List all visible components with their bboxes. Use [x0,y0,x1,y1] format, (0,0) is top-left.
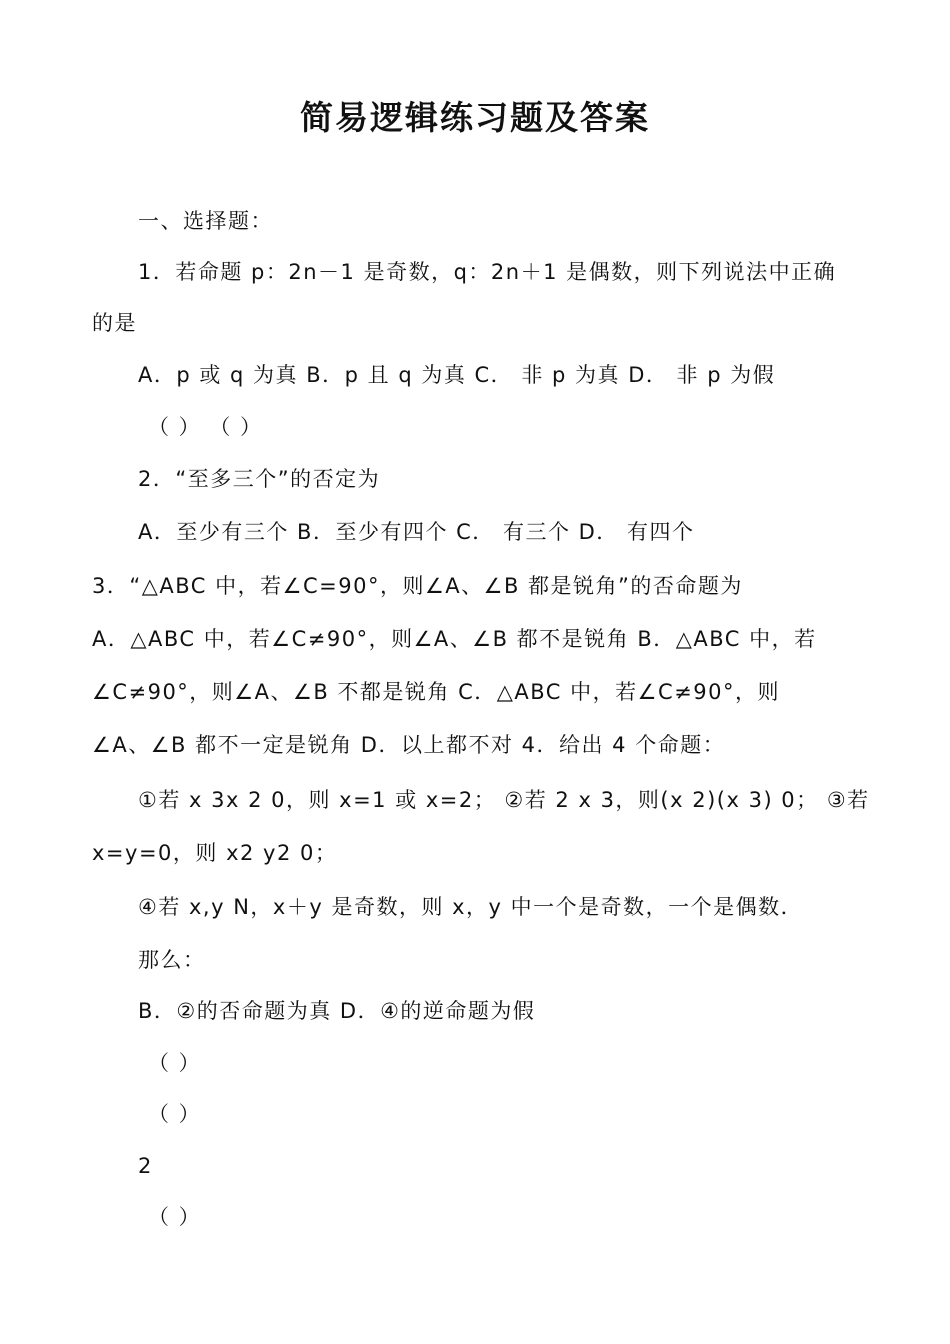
question-1-text: 1．若命题 p：2n－1 是奇数，q：2n＋1 是偶数，则下列说法中正确 [138,260,837,284]
answer-blank: （ ） [148,1102,202,1126]
answer-blank: （ ） [148,1051,202,1075]
question-1-text-cont: 的是 [92,311,137,335]
question-2-text: 2．“至多三个”的否定为 [138,467,381,491]
section-heading: 一、选择题： [138,209,273,233]
question-3-text: 3．“△ABC 中，若∠C=90°，则∠A、∠B 都是锐角”的否命题为 [92,574,743,598]
document-title: 简易逻辑练习题及答案 [300,98,650,137]
question-4-propositions-cont: x=y=0，则 x2 y2 0； [92,841,338,865]
question-2-options: A．至少有三个 B．至少有四个 C． 有三个 D． 有四个 [138,520,695,544]
question-4-then: 那么： [138,948,206,972]
question-3-option-a: A．△ABC 中，若∠C≠90°，则∠A、∠B 都不是锐角 B．△ABC 中，若 [92,627,817,651]
question-4-propositions: ①若 x 3x 2 0，则 x=1 或 x=2； ②若 2 x 3，则(x 2)(x 3) 0； ③若 [138,788,870,812]
question-4-options: B．②的否命题为真 D．④的逆命题为假 [138,999,536,1023]
question-4-proposition-4: ④若 x,y N，x＋y 是奇数，则 x，y 中一个是奇数，一个是偶数． [138,895,804,919]
stray-number: 2 [138,1154,153,1178]
question-3-option-b: ∠C≠90°，则∠A、∠B 不都是锐角 C．△ABC 中，若∠C≠90°，则 [92,680,780,704]
answer-blanks: （ ） （ ） [148,415,263,439]
question-3-option-c: ∠A、∠B 都不一定是锐角 D．以上都不对 4．给出 4 个命题： [92,733,726,757]
question-1-options: A．p 或 q 为真 B．p 且 q 为真 C． 非 p 为真 D． 非 p 为假 [138,363,776,387]
answer-blank: （ ） [148,1205,202,1229]
